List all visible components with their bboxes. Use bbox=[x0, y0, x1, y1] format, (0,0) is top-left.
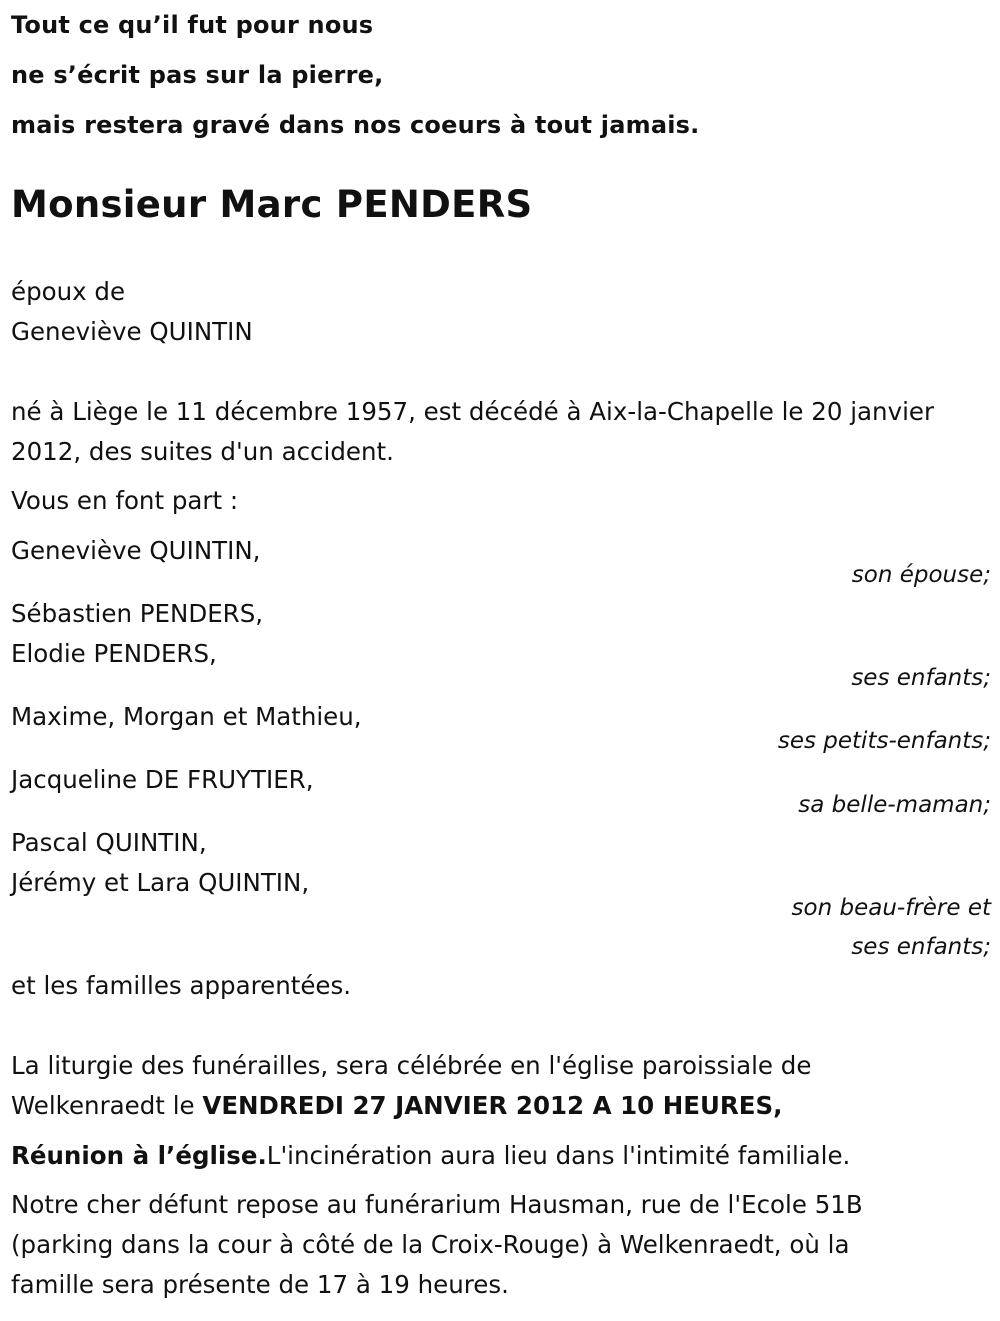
obituary-page bbox=[11, 0, 991, 1299]
family-name: Jacqueline DE FRUYTIER, bbox=[11, 765, 314, 794]
epigraph-line: mais restera gravé dans nos coeurs à tout jamais. bbox=[11, 111, 700, 139]
family-role: ses petits-enfants; bbox=[777, 728, 991, 754]
deceased-name: Monsieur Marc PENDERS bbox=[11, 183, 533, 226]
rest-line: famille sera présente de 17 à 19 heures. bbox=[11, 1270, 509, 1299]
family-name: Geneviève QUINTIN, bbox=[11, 536, 261, 565]
rest-line: Notre cher défunt repose au funérarium Hausman, rue de l'Ecole 51B bbox=[11, 1190, 863, 1219]
reunion-line bbox=[11, 1136, 991, 1176]
families-text: et les familles apparentées. bbox=[11, 971, 352, 1000]
epigraph-line: Tout ce qu’il fut pour nous bbox=[11, 11, 374, 39]
spouse-name: Geneviève QUINTIN bbox=[11, 317, 253, 346]
family-name: Sébastien PENDERS, bbox=[11, 599, 264, 628]
epigraph-line: ne s’écrit pas sur la pierre, bbox=[11, 61, 384, 89]
family-name: Jérémy et Lara QUINTIN, bbox=[11, 868, 310, 897]
family-role: sa belle-maman; bbox=[798, 792, 991, 818]
spouse-intro: époux de bbox=[11, 277, 126, 306]
birth-death-line: 2012, des suites d'un accident. bbox=[11, 437, 394, 466]
family-name: Pascal QUINTIN, bbox=[11, 828, 207, 857]
family-name: Elodie PENDERS, bbox=[11, 639, 217, 668]
birth-death-line: né à Liège le 11 décembre 1957, est décédé à Aix-la-Chapelle le 20 janvier bbox=[11, 397, 935, 426]
family-role: ses enfants; bbox=[851, 665, 991, 691]
reunion-bold: Réunion à l’église. bbox=[11, 1141, 267, 1170]
announce-text: Vous en font part : bbox=[11, 486, 239, 515]
liturgy-line bbox=[11, 1086, 991, 1126]
family-role: son épouse; bbox=[851, 562, 991, 588]
epigraph bbox=[11, 0, 991, 150]
liturgy-prefix: Welkenraedt le bbox=[11, 1091, 203, 1120]
family-name: Maxime, Morgan et Mathieu, bbox=[11, 702, 362, 731]
family-role: son beau-frère et bbox=[791, 895, 991, 921]
liturgy-line: La liturgie des funérailles, sera célébrée en l'église paroissiale de bbox=[11, 1051, 812, 1080]
funeral-date: VENDREDI 27 JANVIER 2012 A 10 HEURES, bbox=[202, 1091, 783, 1120]
reunion-text: L'incinération aura lieu dans l'intimité familiale. bbox=[266, 1141, 851, 1170]
rest-line: (parking dans la cour à côté de la Croix-Rouge) à Welkenraedt, où la bbox=[11, 1230, 850, 1259]
family-role: ses enfants; bbox=[851, 934, 991, 960]
